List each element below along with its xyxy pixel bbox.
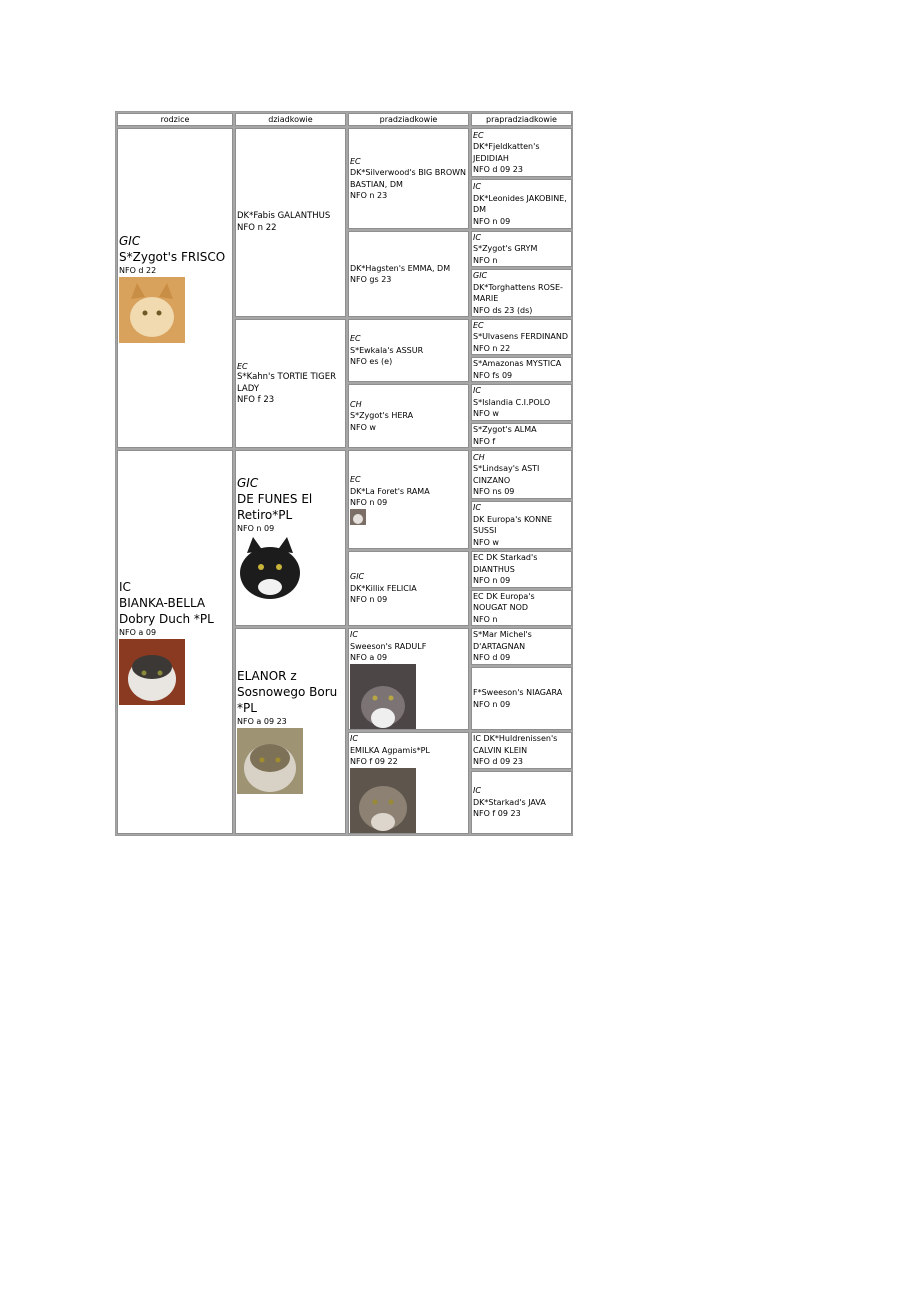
great-great-grandparent	[471, 423, 572, 448]
pedigree-table	[115, 111, 573, 836]
great-grandparent	[348, 450, 469, 549]
great-great-grandparent	[471, 628, 572, 665]
grandparent	[235, 128, 346, 317]
header-grandparents	[235, 113, 346, 126]
nfo-code: NFO d 09 23	[473, 757, 523, 767]
cat-photo	[350, 768, 416, 834]
title: IC	[119, 579, 131, 594]
cat-name: DK*Starkad's JAVA	[473, 797, 546, 807]
cat-name: DK*Fabis GALANTHUS	[237, 211, 331, 221]
title: EC	[350, 156, 361, 166]
header-great-great-grandparents	[471, 113, 572, 126]
cat-name: S*Lindsay's ASTI CINZANO	[473, 464, 540, 485]
great-grandparent	[348, 732, 469, 834]
title: GIC	[237, 475, 259, 490]
great-great-grandparent	[471, 179, 572, 229]
cat-name: S*Ulvasens FERDINAND	[473, 332, 568, 342]
cat-name: EC DK Starkad's DIANTHUS	[473, 553, 538, 574]
header-label: pradziadkowie	[379, 114, 438, 124]
nfo-code: NFO w	[473, 409, 499, 419]
great-great-grandparent	[471, 319, 572, 355]
nfo-code: NFO w	[473, 537, 499, 547]
header-great-grandparents	[348, 113, 469, 126]
nfo-code: NFO f 09 22	[350, 757, 398, 766]
nfo-code: NFO a 09 23	[237, 716, 287, 726]
nfo-code: NFO n	[473, 614, 498, 624]
nfo-code: NFO f 23	[237, 395, 275, 405]
parent-sire	[117, 128, 233, 448]
cat-photo	[119, 277, 185, 343]
great-grandparent	[348, 231, 469, 317]
parent-dam	[117, 450, 233, 834]
title: CH	[350, 399, 362, 409]
cat-name: DK*Torghattens ROSE-MARIE	[473, 282, 563, 303]
great-great-grandparent	[471, 771, 572, 834]
great-grandparent	[348, 319, 469, 382]
title: EC	[237, 361, 248, 371]
cat-name: S*Islandia C.I.POLO	[473, 397, 551, 407]
title: IC	[473, 503, 481, 512]
cat-name: S*Ewkala's ASSUR	[350, 345, 424, 355]
great-great-grandparent	[471, 501, 572, 549]
nfo-code: NFO w	[350, 422, 376, 432]
cat-name: S*Mar Michel's D'ARTAGNAN	[473, 630, 532, 651]
cat-name: DK*Fjeldkatten's JEDIDIAH	[473, 142, 540, 163]
title: GIC	[350, 572, 365, 582]
cat-name: S*Zygot's ALMA	[473, 425, 537, 434]
nfo-code: NFO es (e)	[350, 357, 393, 367]
title: IC	[473, 786, 481, 796]
nfo-code: NFO n 23	[350, 191, 388, 200]
cat-photo	[350, 509, 366, 525]
great-great-grandparent	[471, 732, 572, 769]
great-great-grandparent	[471, 667, 572, 730]
title: IC	[473, 386, 481, 396]
cat-name: S*Amazonas MYSTICA	[473, 359, 562, 368]
cat-name: DK Europa's KONNE SUSSI	[473, 514, 553, 535]
cat-photo	[237, 728, 303, 794]
title: GIC	[119, 233, 141, 248]
nfo-code: NFO a 09	[350, 653, 388, 662]
nfo-code: NFO f 09 23	[473, 809, 521, 819]
cat-name: Sweeson's RADULF	[350, 641, 427, 651]
cat-name: S*Zygot's HERA	[350, 411, 414, 421]
great-grandparent	[348, 384, 469, 448]
title: CH	[473, 452, 485, 462]
nfo-code: NFO n 09	[473, 216, 511, 226]
nfo-code: NFO n	[473, 255, 498, 265]
nfo-code: NFO ds 23 (ds)	[473, 305, 533, 315]
nfo-code: NFO n 09	[237, 523, 275, 533]
nfo-code: NFO d 09 23	[473, 165, 523, 174]
nfo-code: NFO fs 09	[473, 370, 513, 380]
cat-name: DK*Killix FELICIA	[350, 583, 417, 593]
title: IC	[473, 232, 481, 242]
nfo-code: NFO n 22	[237, 222, 277, 233]
title: IC	[473, 182, 481, 191]
great-great-grandparent	[471, 231, 572, 267]
nfo-code: NFO n 09	[350, 498, 388, 508]
great-grandparent	[348, 628, 469, 730]
grandparent	[235, 319, 346, 448]
title: EC	[350, 475, 361, 485]
cat-name: DK*La Foret's RAMA	[350, 486, 430, 496]
cat-name: DK*Leonides JAKOBINE, DM	[473, 193, 567, 214]
title: EC	[473, 320, 484, 330]
cat-name: S*Kahn's TORTIE TIGER LADY	[237, 372, 337, 394]
nfo-code: NFO gs 23	[350, 275, 392, 284]
cat-name: IC DK*Huldrenissen's CALVIN KLEIN	[473, 734, 558, 755]
great-great-grandparent	[471, 384, 572, 421]
cat-name: DE FUNES El Retiro*PL	[237, 491, 313, 522]
cat-photo	[350, 664, 416, 730]
cat-photo	[119, 639, 185, 705]
title: EC	[350, 334, 361, 344]
header-label: rodzice	[160, 114, 190, 124]
nfo-code: NFO a 09	[119, 627, 157, 637]
nfo-code: NFO n 09	[473, 699, 511, 709]
cat-name: S*Zygot's GRYM	[473, 244, 538, 254]
great-grandparent	[348, 551, 469, 626]
header-parents	[117, 113, 233, 126]
cat-name: EC DK Europa's NOUGAT NOD	[473, 591, 535, 613]
great-great-grandparent	[471, 590, 572, 626]
nfo-code: NFO n 09	[473, 576, 511, 586]
nfo-code: NFO f	[473, 436, 496, 446]
cat-name: S*Zygot's FRISCO	[119, 249, 226, 264]
header-label: dziadkowie	[268, 114, 313, 124]
grandparent	[235, 628, 346, 834]
cat-name: ELANOR z Sosnowego Boru *PL	[237, 668, 338, 715]
great-great-grandparent	[471, 357, 572, 382]
great-great-grandparent	[471, 551, 572, 588]
great-great-grandparent	[471, 450, 572, 499]
cat-name: F*Sweeson's NIAGARA	[473, 688, 563, 697]
cat-name: EMILKA Agpamis*PL	[350, 745, 430, 755]
great-grandparent	[348, 128, 469, 229]
nfo-code: NFO ns 09	[473, 487, 515, 496]
nfo-code: NFO d 22	[119, 265, 157, 275]
nfo-code: NFO n 22	[473, 343, 511, 353]
title: GIC	[473, 271, 488, 280]
cat-photo	[237, 535, 303, 601]
title: IC	[350, 734, 358, 743]
grandparent	[235, 450, 346, 626]
cat-name: Dobry Duch *PL	[119, 611, 214, 626]
nfo-code: NFO d 09	[473, 653, 511, 663]
title: IC	[350, 630, 358, 639]
header-label: prapradziadkowie	[486, 114, 557, 124]
cat-name: BIANKA-BELLA	[119, 595, 206, 610]
nfo-code: NFO n 09	[350, 595, 388, 605]
great-great-grandparent	[471, 269, 572, 317]
great-great-grandparent	[471, 128, 572, 177]
cat-name: DK*Hagsten's EMMA, DM	[350, 263, 451, 273]
cat-name: DK*Silverwood's BIG BROWN BASTIAN, DM	[350, 168, 467, 189]
title: EC	[473, 130, 484, 140]
